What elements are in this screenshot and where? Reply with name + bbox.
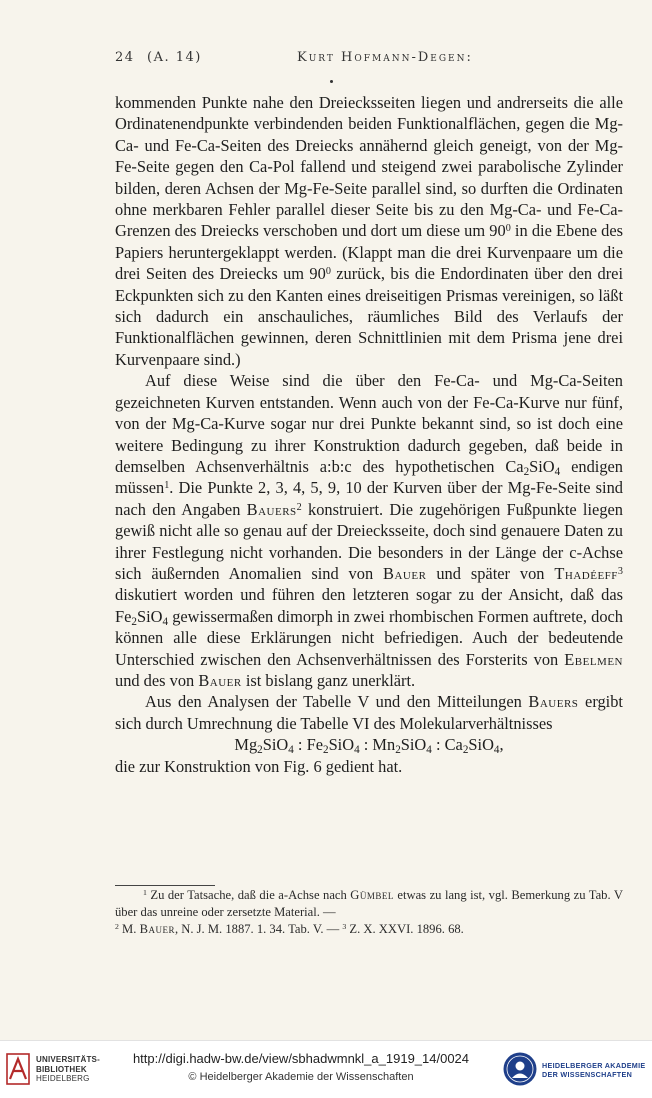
uni-name-line-3: HEIDELBERG [36,1074,90,1083]
header-author: Kurt Hofmann-Degen: [297,50,473,65]
author-ebelmen: Ebelmen [564,649,623,669]
author-bauer: Bauer [383,563,427,583]
paragraph-2: Auf diese Weise sind die über den Fe-Ca- und Mg-Ca-Seiten gezeichneten Kurven entstanden. Wenn auch von der Fe-Ca-Kurve nur fünf, von der Mg-Ca-Kurve sogar nur drei Punkte bekannt sind, so ist doch eine weitere Bedingung zu ihrer Konstruktion dadurch gegeben, daß beide in demselben Achsenverhältnis a:b:c des hypothetischen $Ca_2SiO_4$ endigen müssen$^1$. Die Punkte 2, 3, 4, 5, 9, 10 der Kurven über der Mg-Fe-Seite sind nach den Angaben Bauers$^2$ konstruiert. Die zugehörigen Fußpunkte liegen gewiß nicht alle so genau auf der Dreiecksseite, doch sind genauere Daten zu ihrer Festlegung nicht vorhanden. Die besonders in der Länge der c-Achse sich äußernden Anomalien sind von Bauer und später von Thadéeff$^3$ diskutiert worden und führen den letzteren sogar zu der Ansicht, daß das $Fe_2SiO_4$ gewissermaßen dimorph in zwei rhombischen Formen auftrete, doch können alle diese Erklärungen nicht befriedigen. Auch der bedeutende Unterschied zwischen den Achsenverhältnissen des Forsterits von Ebelmen und des von Bauer ist bislang ganz unerklärt. [115,371,624,690]
footnote-ref-2: 2 [296,501,302,513]
author-bauers-2: Bauers [528,692,579,712]
author-guembel: Gümbel [350,888,394,902]
footnote-ref-3: 3 [617,565,623,577]
academy-logo[interactable] [500,1051,650,1089]
footnote-ref-1: 1 [164,480,170,492]
header-reference: (A. 14) [147,50,202,65]
footnote-1: $^1$ Zu der Tatsache, daß die a-Achse nach Gümbel etwas zu lang ist, vgl. Bemerkung zu Tab. V über das unreine oder zersetzte Material. — [115,888,623,919]
footnote-rule [115,885,215,886]
academy-name-line-1: HEIDELBERGER AKADEMIE [542,1061,646,1070]
uni-name-line-2: BIBLIOTHEK [36,1064,87,1074]
paragraph-4: die zur Konstruktion von Fig. 6 gedient hat. [115,756,403,776]
permalink-url[interactable]: http://digi.hadw-bw.de/view/sbhadwmnkl_a_1919_14/0024 [132,1051,470,1066]
author-bauer-fn: Bauer [139,922,175,936]
body-text [115,92,623,777]
paragraph-3: Aus den Analysen der Tabelle V und den Mitteilungen Bauers ergibt sich durch Umrechnung die Tabelle VI des Molekularverhältnisses [115,692,623,733]
viewer-footer [0,1040,652,1098]
page-number: 24 [115,50,135,65]
author-bauers: Bauers [246,499,297,519]
paragraph-1: kommenden Punkte nahe den Dreiecksseiten liegen und andrerseits die alle Ordinatenendpunkte verbindenden beiden Funktionalflächen, gegen die Mg-Ca- und Fe-Ca-Seiten des Dreiecks annähernd gleich geneigt, von der Mg-Fe-Seite gegen den Ca-Pol fallend und steigend zwei parabolische Zylinder bilden, deren Achsen der Mg-Fe-Seite parallel sind, so durften die Ordinaten ohne merkbaren Fehler parallel dieser Seite bis zu den Mg-Ca- und Fe-Ca-Grenzen des Dreiecks verschoben und dort um diese um $90^0$ in die Ebene des Papiers heruntergeklappt werden. (Klappt man die drei Kurvenpaare um die drei Seiten des Dreiecks um $90^0$ zurück, bis die Endordinaten über den drei Eckpunkten sich zu den Kanten eines dreiseitigen Prismas vereinigen, so läßt sich dadurch ein anschauliches, räumliches Bild des Verlaufs der Funktionalflächen gewinnen, deren Schnittlinien mit dem Prisma jene drei Kurvenpaare sind.) [115,93,624,369]
copyright-notice: © Heidelberger Akademie der Wissenschaften [188,1071,414,1083]
author-thadeeff: Thadéeff [554,563,618,583]
author-bauer-2: Bauer [198,670,242,690]
academy-name-line-2: DER WISSENSCHAFTEN [542,1070,633,1079]
footnotes [115,887,623,938]
footnote-2-3: $^2$ M. Bauer, N. J. M. 1887. 1. 34. Tab. V. — $^3$ Z. X. XXVI. 1896. 68. [115,922,464,936]
formula-line: $Mg_2SiO_4$ : $Fe_2SiO_4$ : $Mn_2SiO_4$ : $Ca_2SiO_4$, [234,735,504,756]
print-mark [330,80,333,83]
library-logo-icon [6,1053,30,1085]
academy-seal-icon [502,1051,538,1087]
uni-name-line-1: UNIVERSITÄTS- [36,1055,100,1064]
